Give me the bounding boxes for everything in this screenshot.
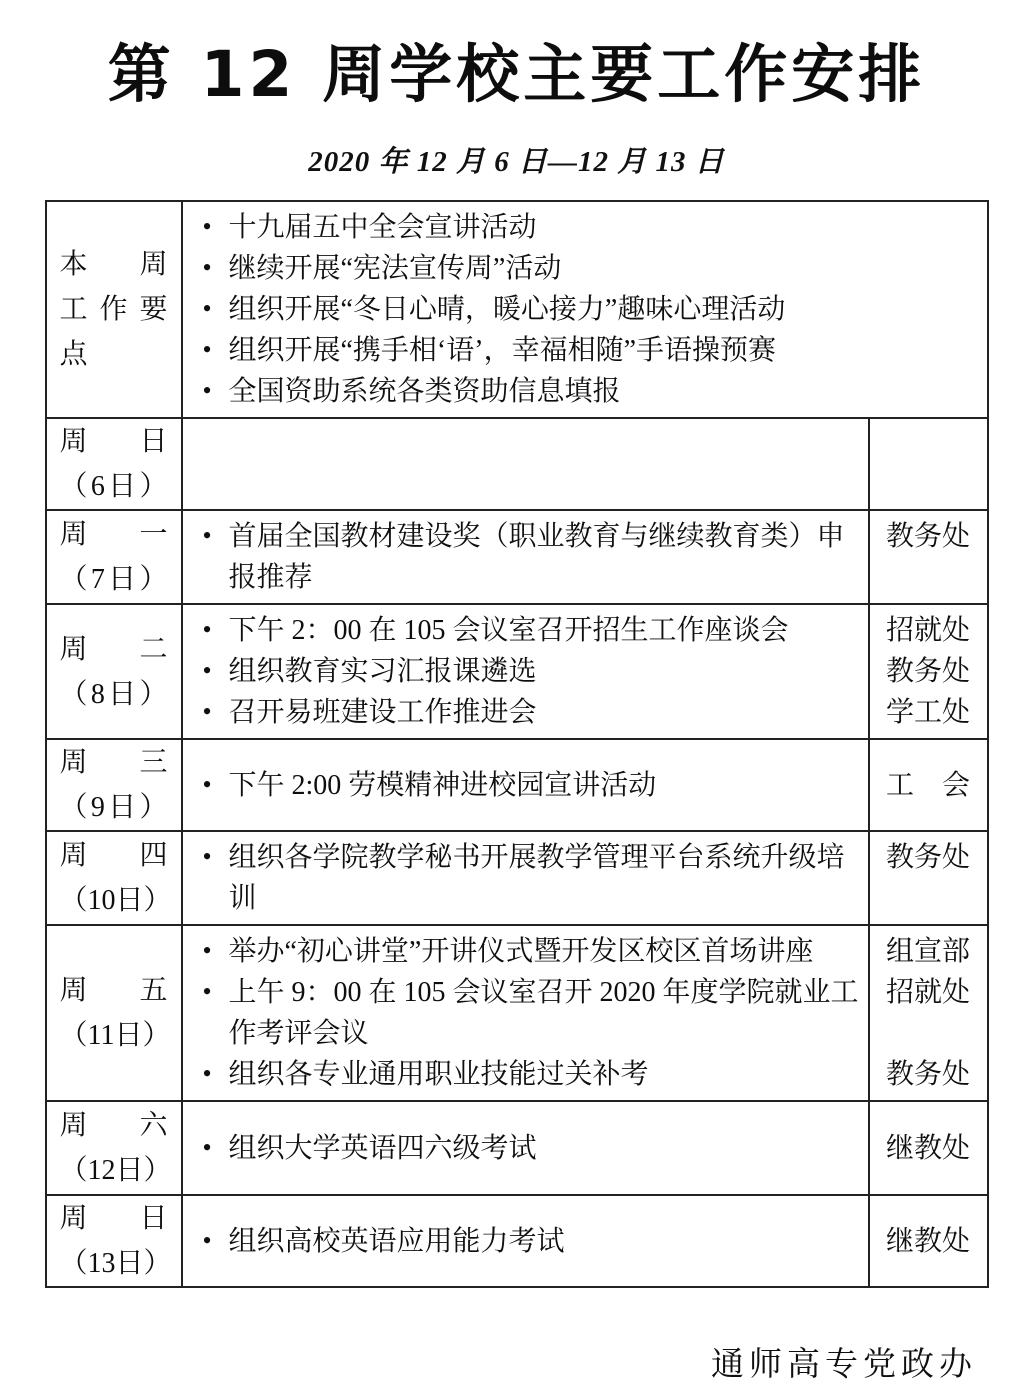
task-text: 举办“初心讲堂”开讲仪式暨开发区校区首场讲座 bbox=[228, 936, 814, 967]
task-text: 十九届五中全会宣讲活动 bbox=[228, 212, 537, 243]
day-label-line2: （13日） bbox=[59, 1248, 172, 1279]
day-label-line1: 周 日 bbox=[59, 1203, 168, 1234]
department-label: 教务处 bbox=[885, 842, 970, 873]
task-text: 组织各专业通用职业技能过关补考 bbox=[228, 1059, 649, 1090]
list-item bbox=[183, 1128, 987, 1169]
table-row bbox=[47, 419, 987, 511]
task-item bbox=[183, 371, 987, 412]
task-text: 首届全国教材建设奖（职业教育与继续教育类）申报推荐 bbox=[228, 521, 845, 593]
task-text: 组织开展“携手相‘语’，幸福相随”手语操预赛 bbox=[228, 335, 777, 366]
day-label bbox=[47, 1196, 183, 1286]
day-label-line1: 周 三 bbox=[59, 747, 168, 778]
task-item bbox=[183, 1054, 870, 1095]
bullet-icon: • bbox=[202, 615, 212, 644]
task-text: 组织各学院教学秘书开展教学管理平台系统升级培训 bbox=[228, 842, 845, 914]
task-item bbox=[183, 1128, 870, 1169]
table-row bbox=[47, 202, 987, 419]
list-item bbox=[183, 837, 987, 919]
table-row bbox=[47, 832, 987, 926]
day-label-line1: 本 周 bbox=[59, 249, 168, 280]
day-label bbox=[47, 511, 183, 603]
row-content bbox=[183, 832, 987, 924]
bullet-icon: • bbox=[202, 1132, 212, 1162]
row-content bbox=[183, 419, 987, 509]
bullet-icon: • bbox=[202, 936, 212, 965]
task-text: 下午 2：00 在 105 会议室召开招生工作座谈会 bbox=[228, 615, 789, 646]
list-item bbox=[183, 289, 987, 330]
task-text: 组织教育实习汇报课遴选 bbox=[228, 656, 537, 687]
date-range: 2020 年 12 月 6 日—12 月 13 日 bbox=[308, 146, 725, 178]
day-label-line1: 周 日 bbox=[59, 426, 168, 457]
row-content bbox=[183, 740, 987, 830]
bullet-icon: • bbox=[202, 842, 212, 871]
table-row bbox=[47, 1102, 987, 1196]
bullet-icon: • bbox=[202, 697, 212, 726]
row-content bbox=[183, 1102, 987, 1194]
list-item bbox=[183, 516, 987, 598]
task-item bbox=[183, 207, 987, 248]
day-label bbox=[47, 740, 183, 830]
department-label: 工 会 bbox=[885, 769, 970, 801]
row-content bbox=[183, 202, 987, 417]
day-label bbox=[47, 926, 183, 1100]
list-item bbox=[183, 931, 987, 972]
day-label-line1: 周 五 bbox=[59, 975, 168, 1006]
issuer-signature: 通师高专党政办 bbox=[711, 1347, 977, 1383]
list-item bbox=[183, 972, 987, 1054]
task-item bbox=[183, 765, 870, 806]
task-item bbox=[183, 1221, 870, 1262]
task-list bbox=[183, 740, 987, 830]
task-list bbox=[183, 419, 987, 509]
day-label-line2: （10日） bbox=[59, 885, 172, 916]
task-item bbox=[183, 931, 870, 972]
department-label: 继教处 bbox=[885, 1225, 970, 1257]
task-list bbox=[183, 605, 987, 738]
department-label: 招就处 bbox=[885, 615, 970, 646]
task-text: 上午 9：00 在 105 会议室召开 2020 年度学院就业工作考评会议 bbox=[228, 977, 859, 1049]
list-item bbox=[183, 371, 987, 412]
day-label-line1: 周 四 bbox=[59, 840, 168, 871]
task-item bbox=[183, 692, 870, 733]
table-row bbox=[47, 1196, 987, 1286]
row-content bbox=[183, 1196, 987, 1286]
day-label-line1: 周 一 bbox=[59, 519, 168, 550]
bullet-icon: • bbox=[202, 977, 212, 1006]
task-item bbox=[183, 289, 987, 330]
day-label bbox=[47, 832, 183, 924]
day-label-line2: （11日） bbox=[59, 1020, 171, 1051]
task-text: 组织开展“冬日心晴，暖心接力”趣味心理活动 bbox=[228, 294, 786, 325]
department-label: 学工处 bbox=[885, 697, 970, 728]
table-row bbox=[47, 926, 987, 1102]
table-row bbox=[47, 605, 987, 740]
day-label-line2: （7日） bbox=[59, 564, 168, 595]
bullet-icon: • bbox=[202, 1225, 212, 1255]
task-item bbox=[183, 837, 870, 919]
list-item bbox=[183, 651, 987, 692]
day-label-line2: （9日） bbox=[59, 792, 168, 823]
task-list bbox=[183, 832, 987, 924]
table-row bbox=[47, 740, 987, 832]
column-divider bbox=[868, 419, 870, 509]
task-item bbox=[183, 330, 987, 371]
task-item bbox=[183, 248, 987, 289]
department-label: 继教处 bbox=[885, 1132, 970, 1164]
department-label: 教务处 bbox=[885, 521, 970, 552]
day-label bbox=[47, 605, 183, 738]
department-label: 组宣部 bbox=[885, 936, 970, 967]
day-label-line2: （6日） bbox=[59, 471, 168, 502]
task-list bbox=[183, 511, 987, 603]
bullet-icon: • bbox=[202, 656, 212, 685]
task-item bbox=[183, 651, 870, 692]
row-content bbox=[183, 926, 987, 1100]
task-item bbox=[183, 516, 870, 598]
task-item bbox=[183, 610, 870, 651]
bullet-icon: • bbox=[202, 335, 212, 364]
list-item bbox=[183, 765, 987, 806]
day-label-line2: 工作要点 bbox=[59, 294, 168, 370]
row-content bbox=[183, 511, 987, 603]
row-content bbox=[183, 605, 987, 738]
list-item bbox=[183, 1054, 987, 1095]
list-item bbox=[183, 1221, 987, 1262]
task-list bbox=[183, 1196, 987, 1286]
day-label-line1: 周 二 bbox=[59, 633, 168, 665]
day-label bbox=[47, 202, 183, 417]
bullet-icon: • bbox=[202, 294, 212, 323]
day-label bbox=[47, 419, 183, 509]
task-text: 召开易班建设工作推进会 bbox=[228, 697, 537, 728]
bullet-icon: • bbox=[202, 521, 212, 550]
page-title: 第 12 周学校主要工作安排 bbox=[107, 38, 926, 111]
bullet-icon: • bbox=[202, 1059, 212, 1088]
bullet-icon: • bbox=[202, 769, 212, 799]
task-list bbox=[183, 926, 987, 1100]
day-label-line2: （12日） bbox=[59, 1155, 172, 1186]
department-label: 教务处 bbox=[885, 1059, 970, 1090]
department-label: 教务处 bbox=[885, 656, 970, 687]
list-item bbox=[183, 610, 987, 651]
bullet-icon: • bbox=[202, 212, 212, 241]
bullet-icon: • bbox=[202, 253, 212, 282]
task-list bbox=[183, 202, 987, 417]
task-text: 下午 2:00 劳模精神进校园宣讲活动 bbox=[228, 769, 657, 801]
department-label: 招就处 bbox=[885, 977, 970, 1008]
list-item bbox=[183, 248, 987, 289]
list-item bbox=[183, 692, 987, 733]
list-item bbox=[183, 207, 987, 248]
day-label-line2: （8日） bbox=[59, 678, 168, 710]
task-item bbox=[183, 972, 870, 1054]
task-text: 组织大学英语四六级考试 bbox=[228, 1132, 537, 1164]
table-row bbox=[47, 511, 987, 605]
schedule-table bbox=[45, 200, 989, 1288]
task-text: 继续开展“宪法宣传周”活动 bbox=[228, 253, 562, 284]
task-list bbox=[183, 1102, 987, 1194]
task-text: 全国资助系统各类资助信息填报 bbox=[228, 376, 621, 407]
day-label bbox=[47, 1102, 183, 1194]
task-text: 组织高校英语应用能力考试 bbox=[228, 1225, 565, 1257]
list-item bbox=[183, 330, 987, 371]
bullet-icon: • bbox=[202, 376, 212, 405]
day-label-line1: 周 六 bbox=[59, 1110, 168, 1141]
